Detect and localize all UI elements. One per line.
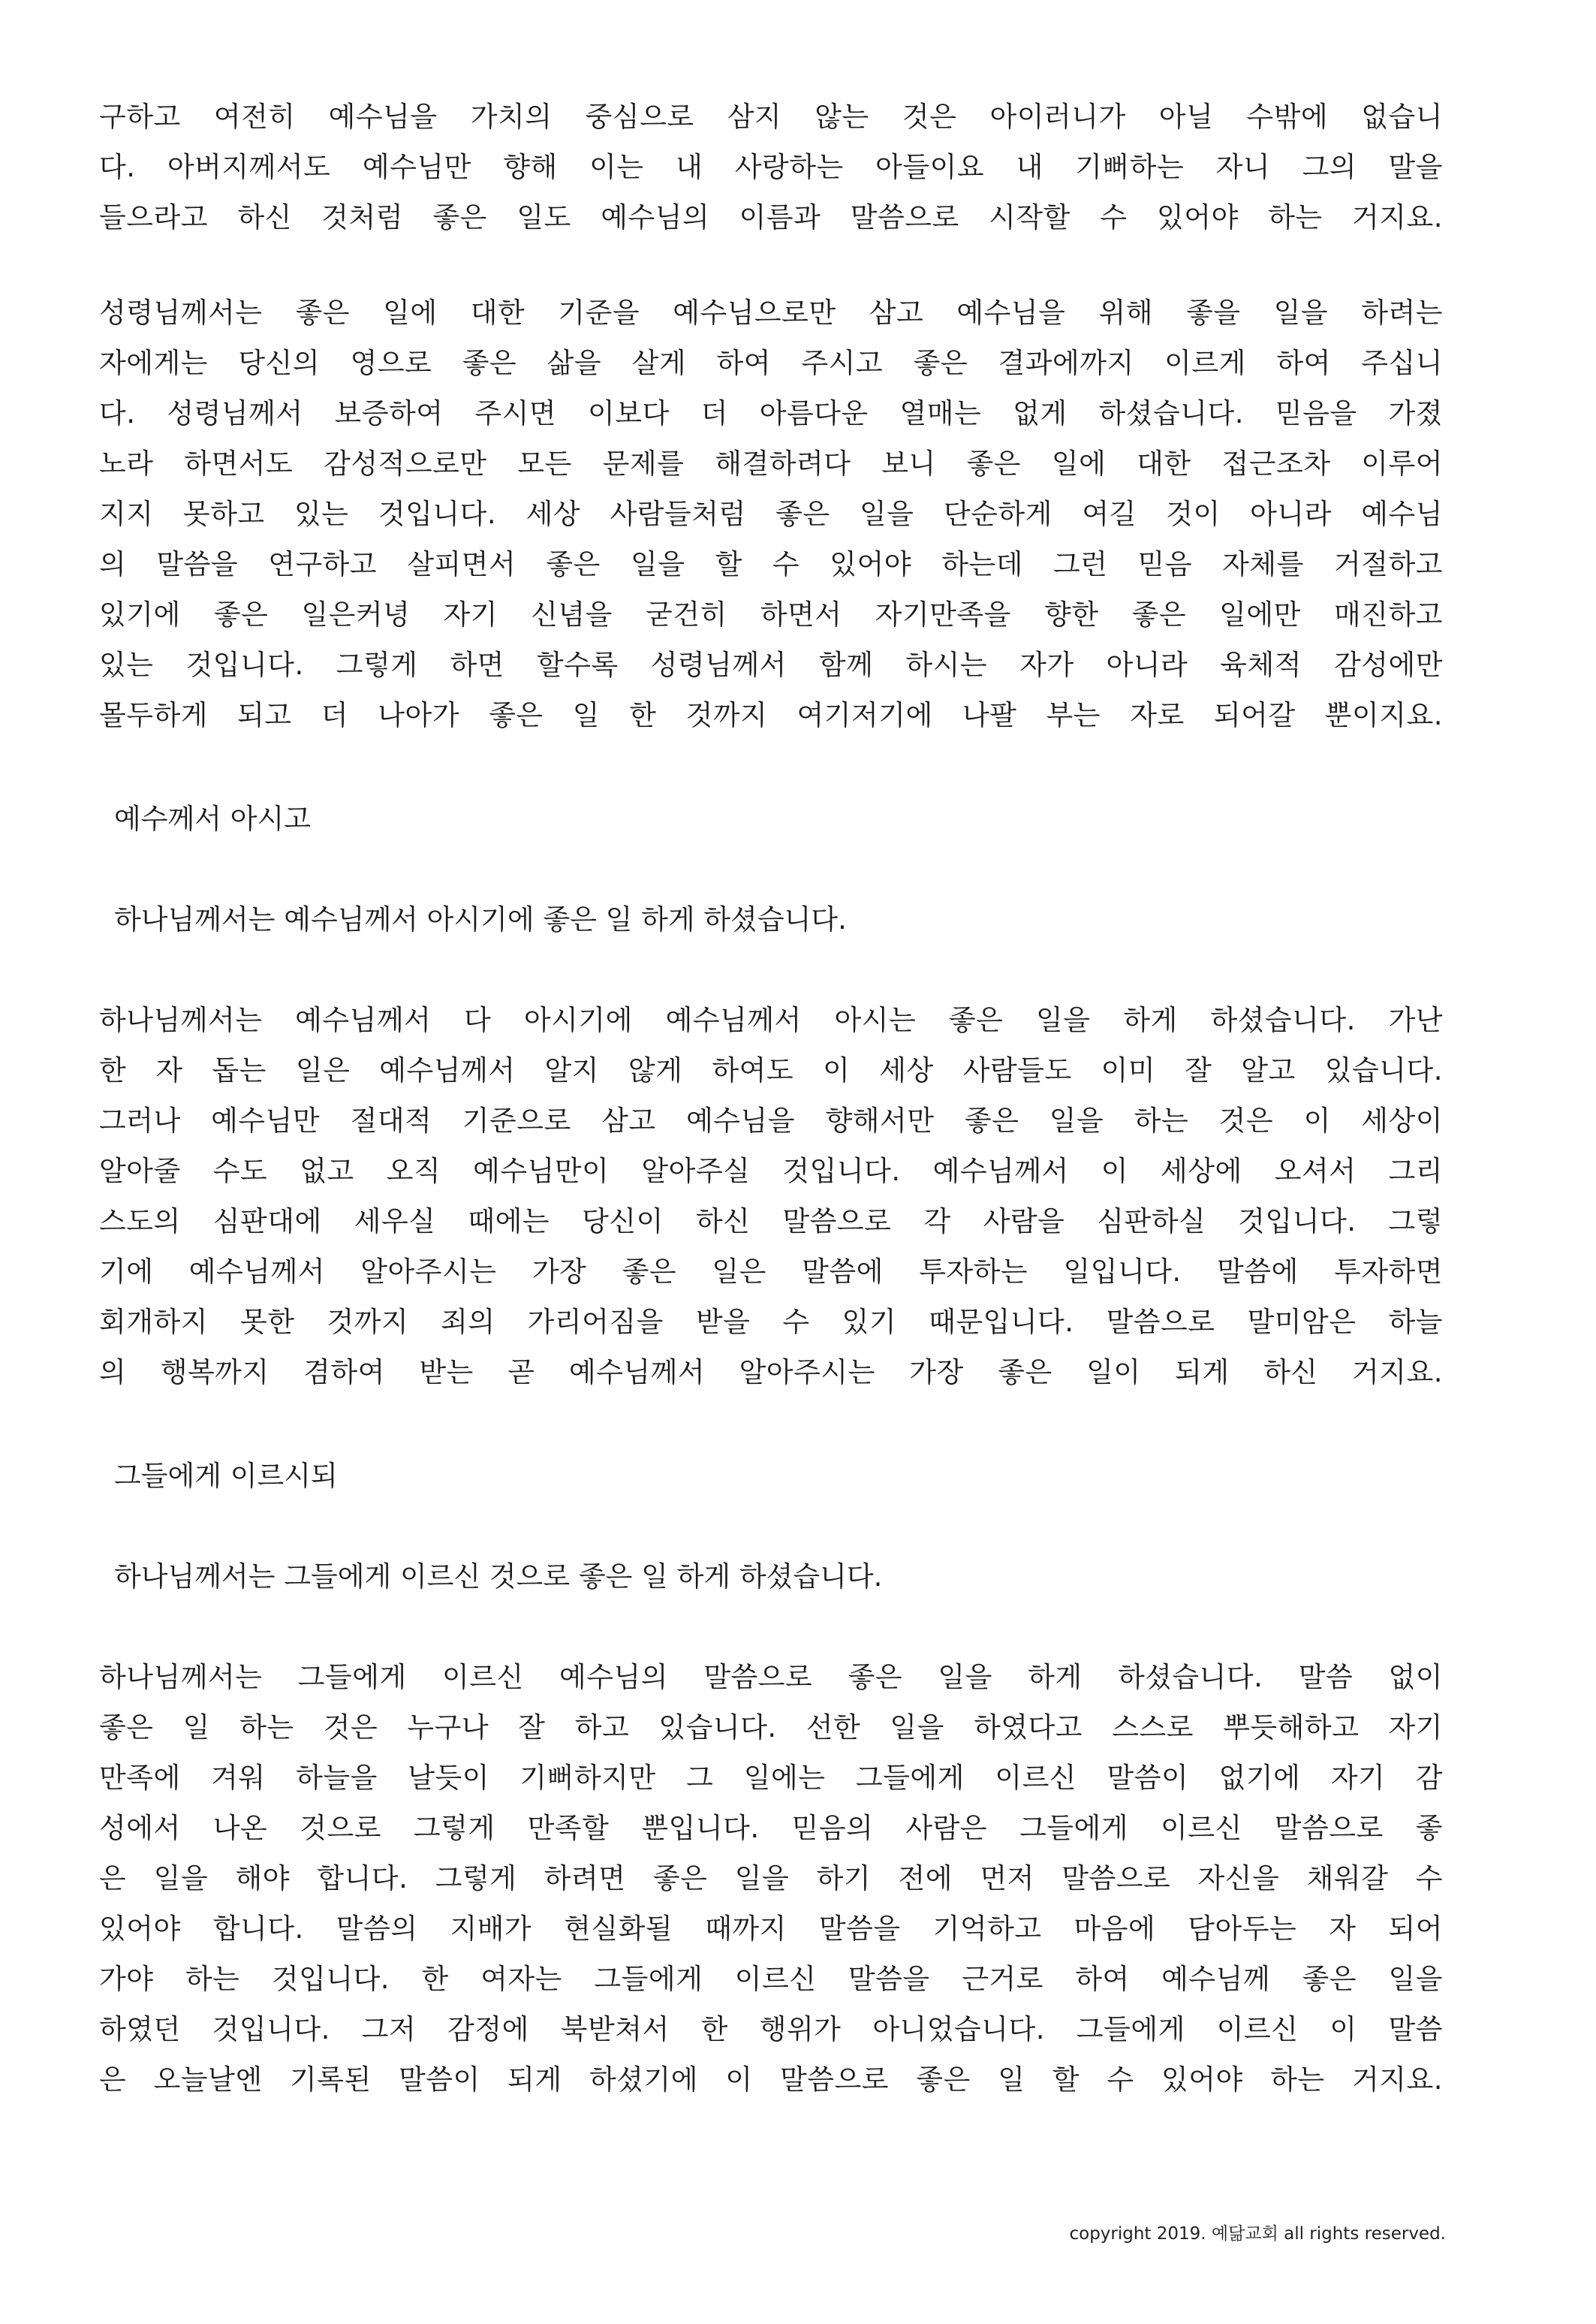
paragraph-holy-spirit — [99, 288, 1443, 740]
text-line: 회개하지 못한 것까지 죄의 가리어짐을 받을 수 있기 때문입니다. 말씀으로 말미암은 하늘 — [99, 1306, 1443, 1338]
text-line: 하나님께서는 그들에게 이르신 예수님의 말씀으로 좋은 일을 하게 하셨습니다. 말씀 없이 — [99, 1661, 1443, 1693]
text-line: 만족에 겨워 하늘을 날듯이 기뻐하지만 그 일에는 그들에게 이르신 말씀이 없기에 자기 감 — [99, 1762, 1443, 1794]
text-line: 의 행복까지 겸하여 받는 곧 예수님께서 알아주시는 가장 좋은 일이 되게 하신 거지요. — [99, 1356, 1443, 1388]
text-line: 다. 아버지께서도 예수님만 향해 이는 내 사랑하는 아들이요 내 기뻐하는 자니 그의 말을 — [99, 151, 1443, 183]
text-line: 성령님께서는 좋은 일에 대한 기준을 예수님으로만 삼고 예수님을 위해 좋을 일을 하려는 — [99, 297, 1443, 329]
paragraph-said-to-them — [99, 1652, 1443, 2105]
text-line: 스도의 심판대에 세우실 때에는 당신이 하신 말씀으로 각 사람을 심판하실 것입니다. 그렇 — [99, 1205, 1443, 1237]
text-line: 노라 하면서도 감성적으로만 모든 문제를 해결하려다 보니 좋은 일에 대한 접근조차 이루어 — [99, 448, 1443, 480]
paragraph-intro — [99, 92, 1443, 243]
text-line: 지지 못하고 있는 것입니다. 세상 사람들처럼 좋은 일을 단순하게 여길 것이 아니라 예수님 — [99, 498, 1443, 530]
section-summary: 하나님께서는 그들에게 이르신 것으로 좋은 일 하게 하셨습니다. — [114, 1560, 883, 1593]
text-line: 의 말씀을 연구하고 살피면서 좋은 일을 할 수 있어야 하는데 그런 믿음 자체를 거절하고 — [99, 548, 1443, 580]
section-heading: 그들에게 이르시되 — [114, 1460, 338, 1492]
text-line: 한 자 돕는 일은 예수님께서 알지 않게 하여도 이 세상 사람들도 이미 잘 알고 있습니다. — [99, 1054, 1443, 1087]
text-line: 성에서 나온 것으로 그렇게 만족할 뿐입니다. 믿음의 사람은 그들에게 이르신 말씀으로 좋 — [99, 1812, 1443, 1844]
text-line: 하였던 것입니다. 그저 감정에 북받쳐서 한 행위가 아니었습니다. 그들에게 이르신 이 말씀 — [99, 2013, 1443, 2045]
text-line: 기에 예수님께서 알아주시는 가장 좋은 일은 말씀에 투자하는 일입니다. 말씀에 투자하면 — [99, 1255, 1443, 1288]
text-line: 좋은 일 하는 것은 누구나 잘 하고 있습니다. 선한 일을 하였다고 스스로 뿌듯해하고 자기 — [99, 1711, 1443, 1744]
text-line: 자에게는 당신의 영으로 좋은 삶을 살게 하여 주시고 좋은 결과에까지 이르게 하여 주십니 — [99, 347, 1443, 379]
text-line: 알아줄 수도 없고 오직 예수님만이 알아주실 것입니다. 예수님께서 이 세상에 오셔서 그리 — [99, 1155, 1443, 1187]
copyright-footer: copyright 2019. 예닮교회 all rights reserved. — [1069, 2224, 1446, 2244]
section-heading: 예수께서 아시고 — [114, 803, 311, 835]
text-line: 몰두하게 되고 더 나아가 좋은 일 한 것까지 여기저기에 나팔 부는 자로 되어갈 뿐이지요. — [99, 699, 1443, 731]
text-line: 가야 하는 것입니다. 한 여자는 그들에게 이르신 말씀을 근거로 하여 예수님께 좋은 일을 — [99, 1963, 1443, 1995]
text-line: 있는 것입니다. 그렇게 하면 할수록 성령님께서 함께 하시는 자가 아니라 육체적 감성에만 — [99, 649, 1443, 681]
text-line: 은 일을 해야 합니다. 그렇게 하려면 좋은 일을 하기 전에 먼저 말씀으로 자신을 채워갈 수 — [99, 1862, 1443, 1894]
text-line: 하나님께서는 예수님께서 다 아시기에 예수님께서 아시는 좋은 일을 하게 하셨습니다. 가난 — [99, 1004, 1443, 1036]
text-line: 다. 성령님께서 보증하여 주시면 이보다 더 아름다운 열매는 없게 하셨습니다. 믿음을 가졌 — [99, 397, 1443, 430]
text-line: 있기에 좋은 일은커녕 자기 신념을 굳건히 하면서 자기만족을 향한 좋은 일에만 매진하고 — [99, 598, 1443, 631]
text-line: 있어야 합니다. 말씀의 지배가 현실화될 때까지 말씀을 기억하고 마음에 담아두는 자 되어 — [99, 1913, 1443, 1945]
text-line: 은 오늘날엔 기록된 말씀이 되게 하셨기에 이 말씀으로 좋은 일 할 수 있어야 하는 거지요. — [99, 2063, 1443, 2096]
text-line: 구하고 여전히 예수님을 가치의 중심으로 삼지 않는 것은 아이러니가 아닐 수밖에 없습니 — [99, 101, 1443, 133]
paragraph-jesus-knows — [99, 995, 1443, 1397]
text-line: 들으라고 하신 것처럼 좋은 일도 예수님의 이름과 말씀으로 시작할 수 있어야 하는 거지요. — [99, 201, 1443, 234]
section-summary: 하나님께서는 예수님께서 아시기에 좋은 일 하게 하셨습니다. — [114, 903, 847, 936]
text-line: 그러나 예수님만 절대적 기준으로 삼고 예수님을 향해서만 좋은 일을 하는 것은 이 세상이 — [99, 1105, 1443, 1137]
